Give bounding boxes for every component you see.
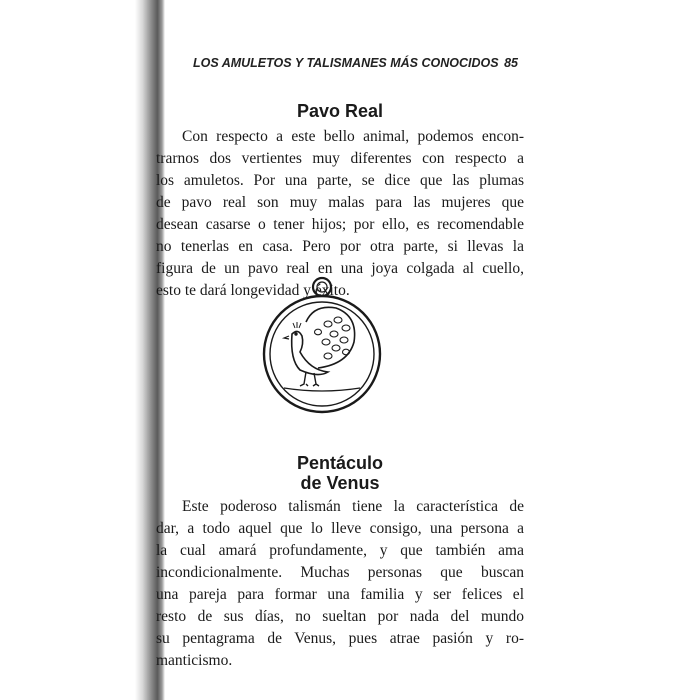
peacock-amulet-icon (262, 276, 382, 416)
text-line: Con respecto a este bello animal, podemos encon- (182, 128, 524, 145)
text-line: desean casarse o tener hijos; por ello, es recomendable (156, 216, 524, 233)
text-line: una pareja para formar una familia y ser felices el (156, 586, 524, 603)
text-line: de pavo real son muy malas para las mujeres que (156, 194, 524, 211)
running-head (193, 56, 518, 70)
text-line: dar, a todo aquel que lo lleve consigo, una persona a (156, 520, 524, 537)
running-head-title: LOS AMULETOS Y TALISMANES MÁS CONOCIDOS (193, 56, 499, 70)
text-line: trarnos dos vertientes muy diferentes con respecto a (156, 150, 524, 167)
page-number: 85 (504, 56, 518, 70)
text-line: resto de sus días, no sueltan por nada del mundo (156, 608, 524, 625)
text-line: manticismo. (156, 652, 233, 669)
text-line: incondicionalmente. Muchas personas que buscan (156, 564, 524, 581)
section-heading-pentaculo-line1: Pentáculo (296, 453, 384, 473)
text-line: Este poderoso talismán tiene la característica de (182, 498, 524, 515)
text-line: la cual amará profundamente, y que también ama (156, 542, 524, 559)
text-line: los amuletos. Por una parte, se dice que las plumas (156, 172, 524, 189)
text-line: su pentagrama de Venus, pues atrae pasión y ro- (156, 630, 524, 647)
text-line: no tenerlas en casa. Pero por otra parte, si llevas la (156, 238, 524, 255)
paragraph-pentaculo-venus (156, 496, 524, 672)
section-heading-pentaculo-line2: de Venus (300, 473, 380, 493)
section-heading-pavo-real: Pavo Real (296, 101, 384, 121)
text-line: esto te dará longevidad y éxito. (156, 282, 350, 299)
text-line: figura de un pavo real en una joya colgada al cuello, (156, 260, 524, 277)
